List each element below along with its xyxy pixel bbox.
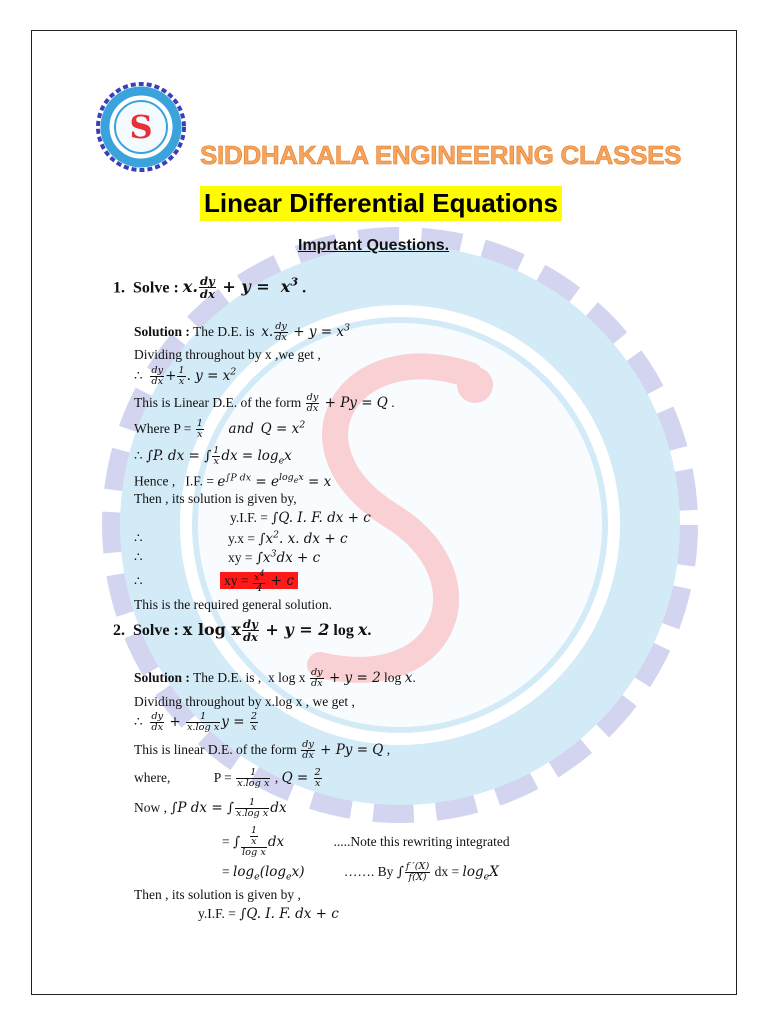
section-subtitle: Imprtant Questions.	[298, 237, 450, 254]
page-title: Linear Differential Equations	[200, 186, 562, 221]
q1-general-note: This is the required general solution.	[134, 597, 332, 612]
q2-integral-result: = $\log_e(\log_ex)$ ……. By ∫ $\frac{f '(X)}{f(X)}$ dx = $\log_eX$	[222, 861, 499, 884]
q2-then-line: Then , its solution is given by ,	[134, 887, 301, 902]
q1-solution-line: Solution : The D.E. is x. $\frac{dy}{dx}$ + $y = x^3$	[134, 321, 350, 344]
question-2: 2. Solve : x log x $\frac{dy}{dx}$ + y = 2 log x.	[113, 617, 372, 645]
q2-solution-formula: y.I.F. = ∫Q. I. F. dx + c	[198, 906, 339, 922]
q1-linear-form: This is Linear D.E. of the form $\frac{dy}{dx}$ + Py = Q .	[134, 392, 395, 415]
q2-solution-line: Solution : The D.E. is , x log x $\frac{dy}{dx}$ + y = 2 log x.	[134, 667, 416, 690]
svg-text:S: S	[129, 108, 153, 146]
q1-integrating-factor: Hence , I.F. = $e^{\int P dx} = e^{log_ex} = x$	[134, 472, 332, 490]
q1-step-yx: ∴ $y.x = \int x^2$. x. dx + c	[134, 529, 348, 547]
q1-solution-formula: y.I.F. = ∫Q. I. F. dx + c	[230, 510, 371, 526]
q1-then-line: Then , its solution is given by,	[134, 491, 297, 506]
siddhakala-logo	[96, 82, 186, 172]
q1-step-xy: ∴ xy = $\int x^3dx + c$	[134, 548, 321, 566]
q2-divide-line: Dividing throughout by x.log x , we get ,	[134, 694, 355, 709]
q1-integral-p: ∴ ∫P. dx = ∫ $\frac{1}{x}$ dx = $\log_ex$	[134, 445, 292, 468]
q1-final-answer: ∴ xy = $\frac{x^4}{4}$ + c	[134, 569, 298, 595]
q2-linear-form: This is linear D.E. of the form $\frac{dy}{dx}$ + Py = Q ,	[134, 739, 391, 762]
brand-name: SIDDHAKALA ENGINEERING CLASSES	[200, 140, 682, 170]
q2-integral-rewrite: = ∫ $\frac{\frac{1}{x}}{\text{log x}}$ dx .....Note this rewriting integrated	[222, 825, 510, 859]
q1-step-1: ∴ $\frac{dy}{dx}$ + $\frac{1}{x}$ . $y = x^2$	[134, 365, 237, 388]
q2-integral-p: Now , ∫P dx = ∫ $\frac{1}{\text{x.log x}}$ dx	[134, 797, 287, 820]
q2-step-1: ∴ $\frac{dy}{dx}$ + $\frac{1}{\text{x.log x}}$ y = $\frac{2}{x}$	[134, 711, 258, 734]
question-1: 1. Solve : x. $\frac{dy}{dx}$ + $y = x^3$ .	[113, 274, 307, 302]
q1-divide-line: Dividing throughout by x ,we get ,	[134, 347, 321, 362]
q2-where-line: where, P = $\frac{1}{\text{x.log x}}$ , Q = $\frac{2}{x}$	[134, 767, 321, 790]
q1-where-line: Where P = $\frac{1}{x}$ and $Q = x^2$	[134, 418, 306, 441]
